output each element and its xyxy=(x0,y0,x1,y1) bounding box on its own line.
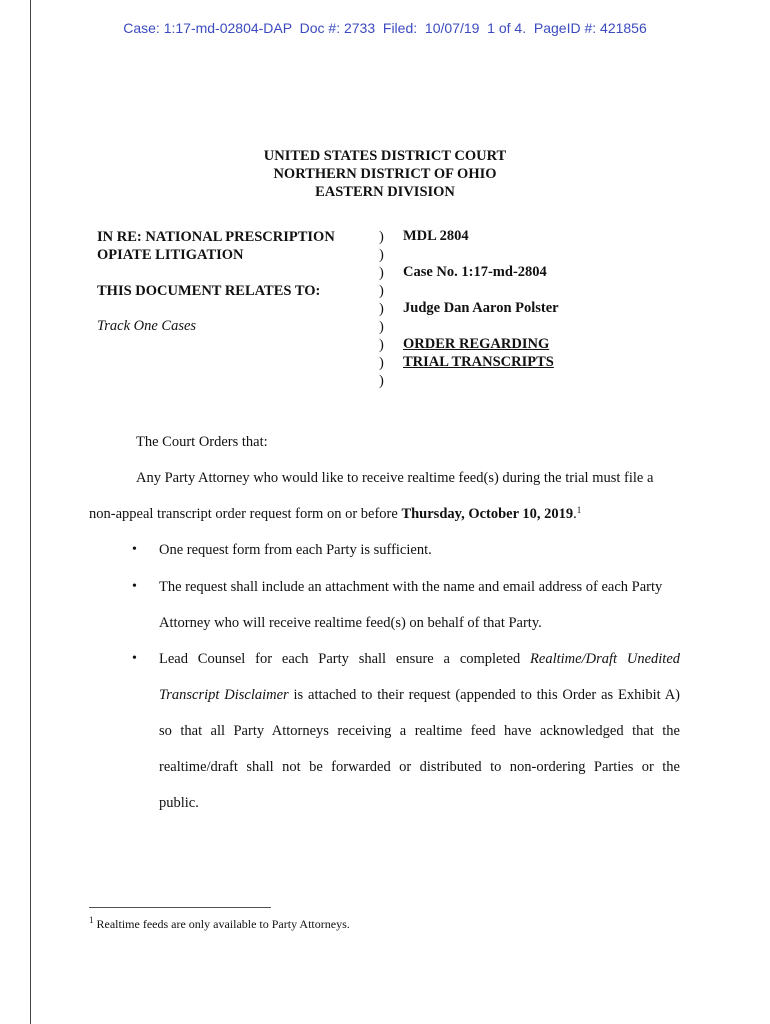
court-name: UNITED STATES DISTRICT COURT xyxy=(263,148,507,164)
intro-line: The Court Orders that: xyxy=(136,434,268,450)
bullet-1-text: One request form from each Party is sufficient. xyxy=(159,542,432,558)
period: . xyxy=(573,506,577,522)
footnote-text: Realtime feeds are only available to Party Attorneys. xyxy=(93,917,350,931)
paren: ) xyxy=(379,373,384,389)
order-title-line-2: TRIAL TRANSCRIPTS xyxy=(403,354,554,370)
paren: ) xyxy=(379,247,384,263)
paren: ) xyxy=(379,301,384,317)
order-title-line-1: ORDER REGARDING xyxy=(403,336,550,352)
bullet-3-line-1 xyxy=(159,651,680,668)
paren: ) xyxy=(379,265,384,281)
disclaimer-title-part-1: Realtime/Draft Unedited xyxy=(530,651,681,667)
court-heading xyxy=(0,147,770,201)
in-re-line-2: OPIATE LITIGATION xyxy=(97,247,244,263)
bullet-2-marker: • xyxy=(132,579,137,594)
relates-to-label: THIS DOCUMENT RELATES TO: xyxy=(97,283,321,299)
footnote-divider xyxy=(89,907,271,908)
bullet-3-line-3: so that all Party Attorneys receiving a realtime feed have acknowledged that the xyxy=(159,723,680,739)
bullet-3-marker: • xyxy=(132,651,137,666)
bullet-3-text: is attached to their request (appended to this Order as Exhibit A) xyxy=(288,687,680,703)
paragraph-1-line-2 xyxy=(89,506,581,523)
bullet-3-line-5: public. xyxy=(159,795,199,811)
deadline-date: Thursday, October 10, 2019 xyxy=(401,506,574,522)
paren: ) xyxy=(379,229,384,245)
bullet-1-marker: • xyxy=(132,542,137,557)
footnote-reference: 1 xyxy=(576,505,582,515)
track-one-cases: Track One Cases xyxy=(97,318,197,334)
in-re-line-1: IN RE: NATIONAL PRESCRIPTION xyxy=(97,229,335,245)
case-header-stamp: Case: 1:17-md-02804-DAP Doc #: 2733 Filed: 10/07/19 1 of 4. PageID #: 421856 xyxy=(123,20,647,36)
paren: ) xyxy=(379,337,384,353)
case-number: Case No. 1:17-md-2804 xyxy=(403,264,547,280)
footnote-number: 1 xyxy=(89,915,94,925)
bullet-3-line-4: realtime/draft shall not be forwarded or distributed to non-ordering Parties or the xyxy=(159,759,680,775)
caption-parentheses xyxy=(379,228,384,390)
footnote xyxy=(89,917,350,932)
bullet-2-line-1: The request shall include an attachment with the name and email address of each Party xyxy=(159,579,663,595)
bullet-2-line-2: Attorney who will receive realtime feed(s) on behalf of that Party. xyxy=(159,615,542,631)
paragraph-1-line-1: Any Party Attorney who would like to receive realtime feed(s) during the trial must file a xyxy=(136,470,654,486)
judge-name: Judge Dan Aaron Polster xyxy=(403,300,559,316)
paren: ) xyxy=(379,319,384,335)
mdl-number: MDL 2804 xyxy=(403,228,469,244)
disclaimer-title-part-2: Transcript Disclaimer xyxy=(159,687,289,703)
bullet-3-line-2 xyxy=(159,687,680,704)
bullet-3-text: Lead Counsel for each Party shall ensure a completed xyxy=(159,651,531,667)
paren: ) xyxy=(379,355,384,371)
paragraph-1-text: non-appeal transcript order request form on or before xyxy=(89,506,402,522)
caption-parties xyxy=(97,228,367,335)
court-division: EASTERN DIVISION xyxy=(315,184,455,200)
paren: ) xyxy=(379,283,384,299)
court-district: NORTHERN DISTRICT OF OHIO xyxy=(273,166,497,182)
